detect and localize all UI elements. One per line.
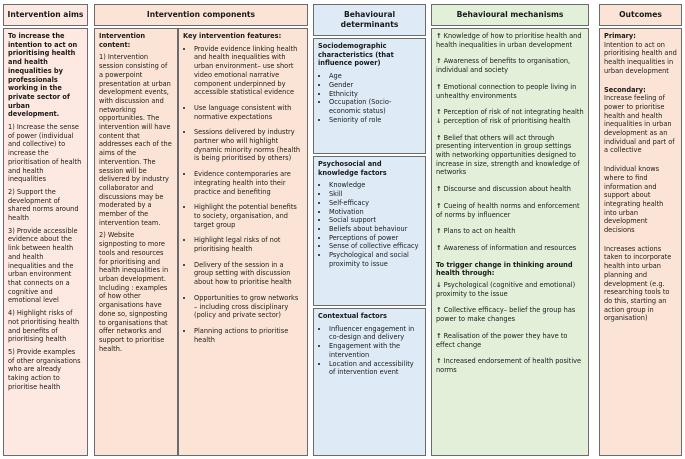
up-arrow-icon: ↑: [436, 108, 442, 117]
sociodemo-item: • Seniority of role: [329, 116, 421, 125]
psycho-box: [313, 156, 426, 306]
content-p2: 2) Website signposting to more tools and resources for prioritising and health inequalities in urban development. Including : examples of how other organisations have done so, signposting to organisations that offer networks and support to prioritise health.: [99, 231, 169, 353]
contextual-box: [313, 308, 426, 456]
outcomes-header: Outcomes: [599, 4, 682, 26]
aims-column: [3, 4, 88, 456]
mechanism-text: Awareness of information and resources: [443, 243, 577, 252]
feature-item: • Highlight the potential benefits to society, organisation, and target group: [194, 203, 303, 229]
mechanism-item: [436, 32, 584, 49]
sociodemo-box: [313, 38, 426, 154]
features-title: Key intervention features:: [183, 32, 282, 40]
feature-item: • Sessions delivered by industry partner who will highlight dynamic minority norms (health is being prioritised by others): [194, 128, 303, 163]
up-arrow-icon: ↑: [436, 357, 442, 366]
secondary-outcome-2: Individual knows where to find information and support about integrating health into urban development decisions: [604, 165, 664, 235]
aims-header: Intervention aims: [3, 4, 88, 26]
contextual-item: • Engagement with the intervention: [329, 342, 421, 359]
components-header: Intervention components: [94, 4, 308, 26]
mechanism-text: Awareness of benefits to organisation, individual and society: [436, 57, 571, 75]
up-arrow-icon: ↑: [436, 57, 442, 66]
sociodemo-item: • Gender: [329, 81, 421, 90]
content-p1: 1) Intervention session consisting of a powerpoint presentation at urban development events, with discussion and networking opportunities. The intervention will have content that addresses each of the aims of the intervention. The session will be delivered by industry collaborator and discussions may be moderated by a member of the intervention team.: [99, 53, 172, 227]
psycho-item: • Motivation: [329, 208, 421, 217]
up-arrow-icon: ↑: [436, 201, 442, 210]
trigger-text: Realisation of the power they have to effect change: [436, 331, 568, 349]
trigger-text: Increased endorsement of health positive norms: [436, 357, 582, 374]
psycho-item: • Social support: [329, 216, 421, 225]
mechanism-item: [436, 134, 584, 178]
mechanisms-header: Behavioural mechanisms: [431, 4, 589, 26]
determinants-header: Behavioural determinants: [313, 4, 426, 36]
primary-outcome: Intention to act on prioritising health and health inequalities in urban development: [604, 40, 677, 75]
feature-item: • Provide evidence linking health and health inequalities with urban environment– use short video emotional narrative component underpinned by accessible statistical evidence: [194, 45, 303, 97]
up-arrow-icon: ↑: [436, 243, 442, 252]
aims-intro: To increase the intention to act on prioritising health and health inequalities by professionals working in the private sector of urban development.: [8, 32, 78, 119]
trigger-item: [436, 281, 584, 298]
sociodemo-item: • Ethnicity: [329, 90, 421, 99]
psycho-item: • Beliefs about behaviour: [329, 225, 421, 234]
mechanism-text: Plans to act on health: [443, 227, 516, 236]
outcomes-box: [599, 28, 682, 456]
contextual-title: Contextual factors: [318, 312, 387, 320]
trigger-text: Collective efficacy– belief the group has power to make changes: [436, 306, 576, 324]
feature-item: • Delivery of the session in a group setting with discussion about how to prioritise health: [194, 261, 303, 287]
mechanism-text: Knowledge of how to prioritise health and health inequalities in urban development: [436, 32, 582, 49]
secondary-title: Secondary:: [604, 85, 646, 94]
outcomes-column: [599, 4, 682, 456]
content-title: Intervention content:: [99, 32, 146, 49]
feature-item: • Planning actions to prioritise health: [194, 327, 303, 344]
trigger-title: To trigger change in thinking around health through:: [436, 260, 573, 278]
psycho-item: • Knowledge: [329, 181, 421, 190]
mechanism-item: [436, 202, 584, 219]
mechanism-item: [436, 83, 584, 100]
mechanism-item: [436, 244, 584, 253]
secondary-outcome: Increase feeling of power to prioritise health and health inequalities in urban development as an individual and part of a collective: [604, 94, 675, 155]
mechanism-text: Perception of risk of not integrating health ↓ perception of risk of prioritising health: [436, 108, 584, 125]
up-arrow-icon: ↑: [436, 133, 442, 142]
trigger-item: [436, 306, 584, 323]
trigger-item: [436, 357, 584, 374]
psycho-item: • Self-efficacy: [329, 199, 421, 208]
trigger-item: [436, 332, 584, 349]
components-column: [94, 4, 308, 456]
aim-item-1: 1) Increase the sense of power (individual and collective) to increase the prioritisation of health and health inequalities: [8, 123, 82, 184]
psycho-item: • Perceptions of power: [329, 234, 421, 243]
up-arrow-icon: ↑: [436, 82, 442, 91]
aims-box: [3, 28, 88, 456]
feature-item: • Evidence contemporaries are integrating health into their practice and benefiting: [194, 170, 303, 196]
mechanisms-column: [431, 4, 589, 456]
up-arrow-icon: ↑: [436, 32, 442, 40]
psycho-item: • Psychological and social proximity to issue: [329, 251, 421, 268]
secondary-outcome-3: Increases actions taken to incorporate health into urban planning and development (e.g. researching tools to do this, starting an action group in organisation): [604, 244, 672, 323]
mechanism-text: Discourse and discussion about health: [443, 185, 571, 194]
contextual-item: • Location and accessibility of intervention event: [329, 360, 421, 377]
up-arrow-icon: ↑: [436, 306, 442, 315]
mechanism-item: [436, 57, 584, 74]
mechanism-text: Emotional connection to people living in unhealthy environments: [436, 82, 577, 100]
determinants-column: [313, 4, 426, 456]
aim-item-3: 3) Provide accessible evidence about the link between health and health inequalities and the urban environment that connects on a cognitive and emotional level: [8, 226, 78, 305]
aim-item-5: 5) Provide examples of other organisations who are already taking action to prioritise health: [8, 347, 81, 391]
aim-item-2: 2) Support the development of shared norms around health: [8, 187, 79, 223]
mechanism-item: [436, 185, 584, 194]
aim-item-4: 4) Highlight risks of not prioritising health and benefits of prioritising health: [8, 309, 80, 344]
psycho-title: Psychosocial and knowledge factors: [318, 160, 387, 177]
mechanism-text: Belief that others will act through presenting intervention in group settings with networking opportunities designed to increase in size, strength and knowledge of networks: [436, 133, 580, 177]
psycho-item: • Sense of collective efficacy: [329, 242, 421, 251]
up-arrow-icon: ↑: [436, 227, 442, 236]
trigger-text: Psychological (cognitive and emotional) proximity to the issue: [436, 281, 576, 298]
sociodemo-item: • Occupation (Socio-economic status): [329, 98, 421, 115]
primary-title: Primary:: [604, 32, 636, 40]
sociodemo-item: • Age: [329, 72, 421, 81]
feature-item: • Use language consistent with normative expectations: [194, 104, 303, 121]
mechanism-item: [436, 227, 584, 236]
mechanism-item: [436, 108, 584, 125]
down-arrow-icon: ↓: [436, 281, 442, 290]
psycho-item: • Skill: [329, 190, 421, 199]
sociodemo-title: Sociodemographic characteristics (that influence power): [318, 42, 394, 68]
contextual-item: • Influencer engagement in co-design and delivery: [329, 325, 421, 342]
feature-item: • Opportunities to grow networks – including cross disciplinary (policy and private sector): [194, 294, 303, 320]
up-arrow-icon: ↑: [436, 185, 442, 194]
mechanism-text: Cueing of health norms and enforcement of norms by influencer: [436, 201, 580, 219]
content-box: [94, 28, 178, 456]
features-box: [178, 28, 308, 456]
mechanisms-box: [431, 28, 589, 456]
up-arrow-icon: ↑: [436, 331, 442, 340]
feature-item: • Highlight legal risks of not prioritising health: [194, 236, 303, 253]
